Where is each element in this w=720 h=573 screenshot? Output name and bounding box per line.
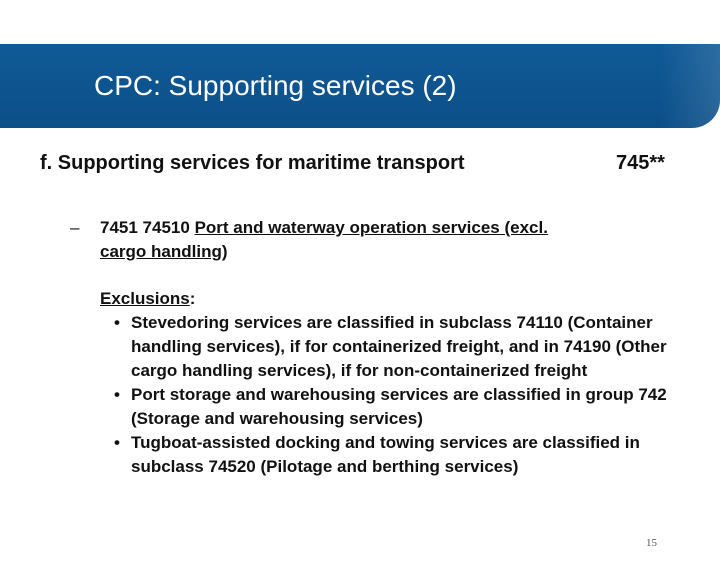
subitem-description-line2: cargo handling — [100, 242, 222, 261]
exclusions — [100, 287, 690, 479]
subitem-body — [100, 216, 685, 264]
bullet-icon: • — [114, 313, 120, 332]
section-code: 745** — [616, 152, 665, 174]
title-bar-shade — [660, 44, 720, 128]
subitem-dash: – — [70, 218, 80, 237]
exclusions-header — [100, 287, 690, 311]
bullet-icon: • — [114, 433, 120, 452]
subitem-description-line1: Port and waterway operation services (excl. — [194, 218, 548, 237]
exclusion-text: Stevedoring services are classified in subclass 74110 (Container handling services), if for containerized freight, and in 74190 (Other cargo handling services), if for non‑containerized freight — [131, 313, 667, 380]
subitem-codes: 7451 74510 — [100, 218, 190, 237]
bullet-icon: • — [114, 385, 120, 404]
exclusion-item — [100, 383, 690, 431]
exclusion-item — [100, 311, 690, 383]
exclusions-list — [100, 311, 690, 479]
section-heading: f. Supporting services for maritime transport — [40, 152, 465, 174]
exclusion-item — [100, 431, 690, 479]
exclusion-text: Port storage and warehousing services are classified in group 742 (Storage and warehousing services) — [131, 385, 667, 428]
slide-title: CPC: Supporting services (2) — [94, 70, 457, 101]
subitem-closing: ) — [221, 242, 228, 261]
exclusion-text: Tugboat‑assisted docking and towing services are classified in subclass 74520 (Pilotage and berthing services) — [131, 433, 640, 476]
page-number: 15 — [646, 537, 657, 549]
exclusions-colon: : — [189, 289, 196, 308]
exclusions-label: Exclusions — [100, 289, 190, 308]
